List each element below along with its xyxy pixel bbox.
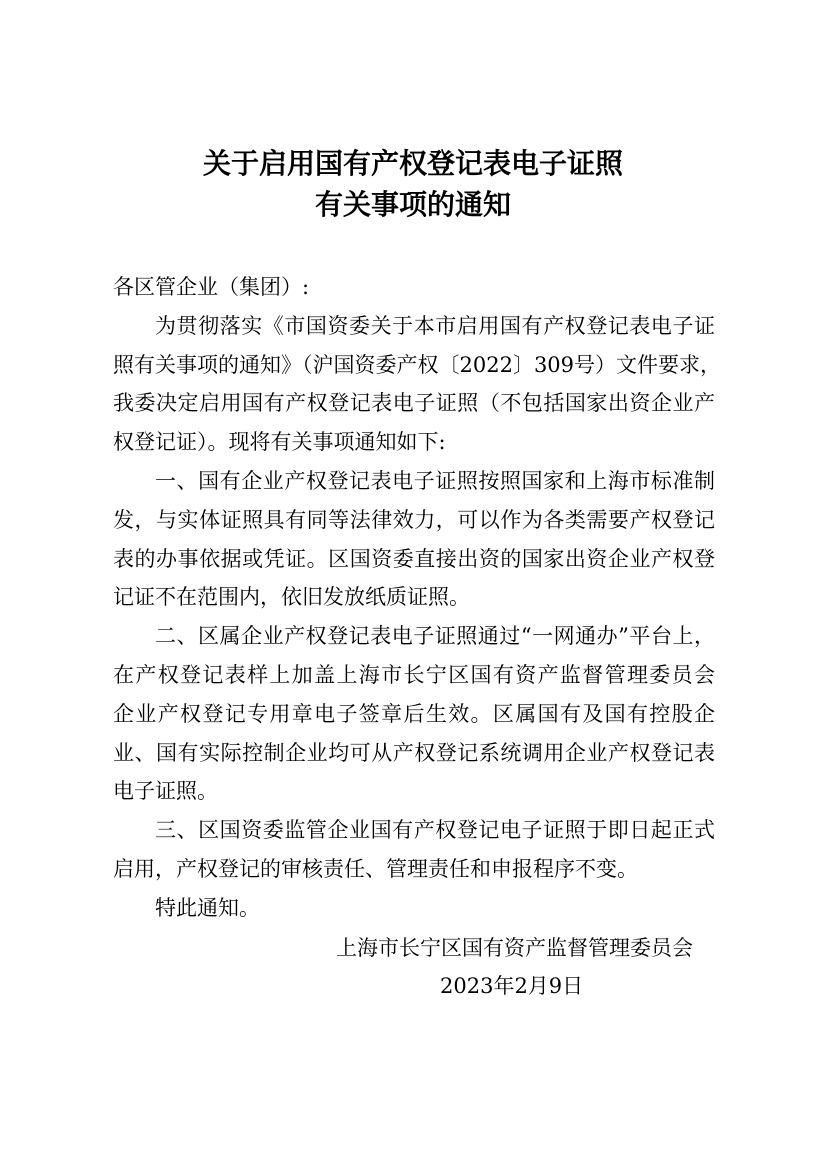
document-title-line-2: 有关事项的通知 bbox=[314, 188, 511, 221]
text-line: 业、国有实际控制企业均可从产权登记系统调用企业产权登记表 bbox=[113, 740, 715, 765]
text-line: 启用，产权登记的审核责任、管理责任和申报程序不变。 bbox=[113, 856, 638, 881]
paragraph-item-1 bbox=[113, 462, 715, 617]
text-line: 发，与实体证照具有同等法律效力，可以作为各类需要产权登记 bbox=[113, 507, 715, 532]
text-line: 照有关事项的通知》（沪国资委产权〔2022〕309号）文件要求， bbox=[113, 352, 722, 377]
text-line: 企业产权登记专用章电子签章后生效。区属国有及国有控股企 bbox=[113, 701, 715, 726]
text-line: 在产权登记表样上加盖上海市长宁区国有资产监督管理委员会 bbox=[113, 662, 715, 687]
salutation: 各区管企业（集团）: bbox=[113, 275, 310, 299]
document-body bbox=[113, 268, 722, 928]
paragraph-intro bbox=[113, 307, 722, 462]
text-line: 一、国有企业产权登记表电子证照按照国家和上海市标准制 bbox=[155, 468, 715, 493]
text-line: 二、区属企业产权登记表电子证照通过“一网通办”平台上， bbox=[155, 624, 715, 649]
text-line: 表的办事依据或凭证。区国资委直接出资的国家出资企业产权登 bbox=[113, 546, 715, 571]
paragraph-item-2 bbox=[113, 617, 715, 811]
text-line: 三、区国资委监管企业国有产权登记电子证照于即日起正式 bbox=[155, 818, 715, 843]
signature-date: 2023年2月9日 bbox=[440, 974, 584, 998]
paragraph-item-3 bbox=[113, 811, 715, 889]
text-line: 权登记证）。现将有关事项通知如下: bbox=[113, 430, 446, 455]
text-line: 特此通知。 bbox=[155, 895, 260, 920]
text-line: 记证不在范围内，依旧发放纸质证照。 bbox=[113, 585, 470, 610]
text-line: 我委决定启用国有产权登记表电子证照（不包括国家出资企业产 bbox=[113, 391, 715, 416]
text-line: 为贯彻落实《市国资委关于本市启用国有产权登记表电子证 bbox=[155, 313, 715, 338]
signature-organization: 上海市长宁区国有资产监督管理委员会 bbox=[336, 936, 693, 960]
paragraph-closing bbox=[113, 889, 715, 928]
document-title-line-1: 关于启用国有产权登记表电子证照 bbox=[202, 147, 623, 180]
text-line: 电子证照。 bbox=[113, 779, 218, 804]
